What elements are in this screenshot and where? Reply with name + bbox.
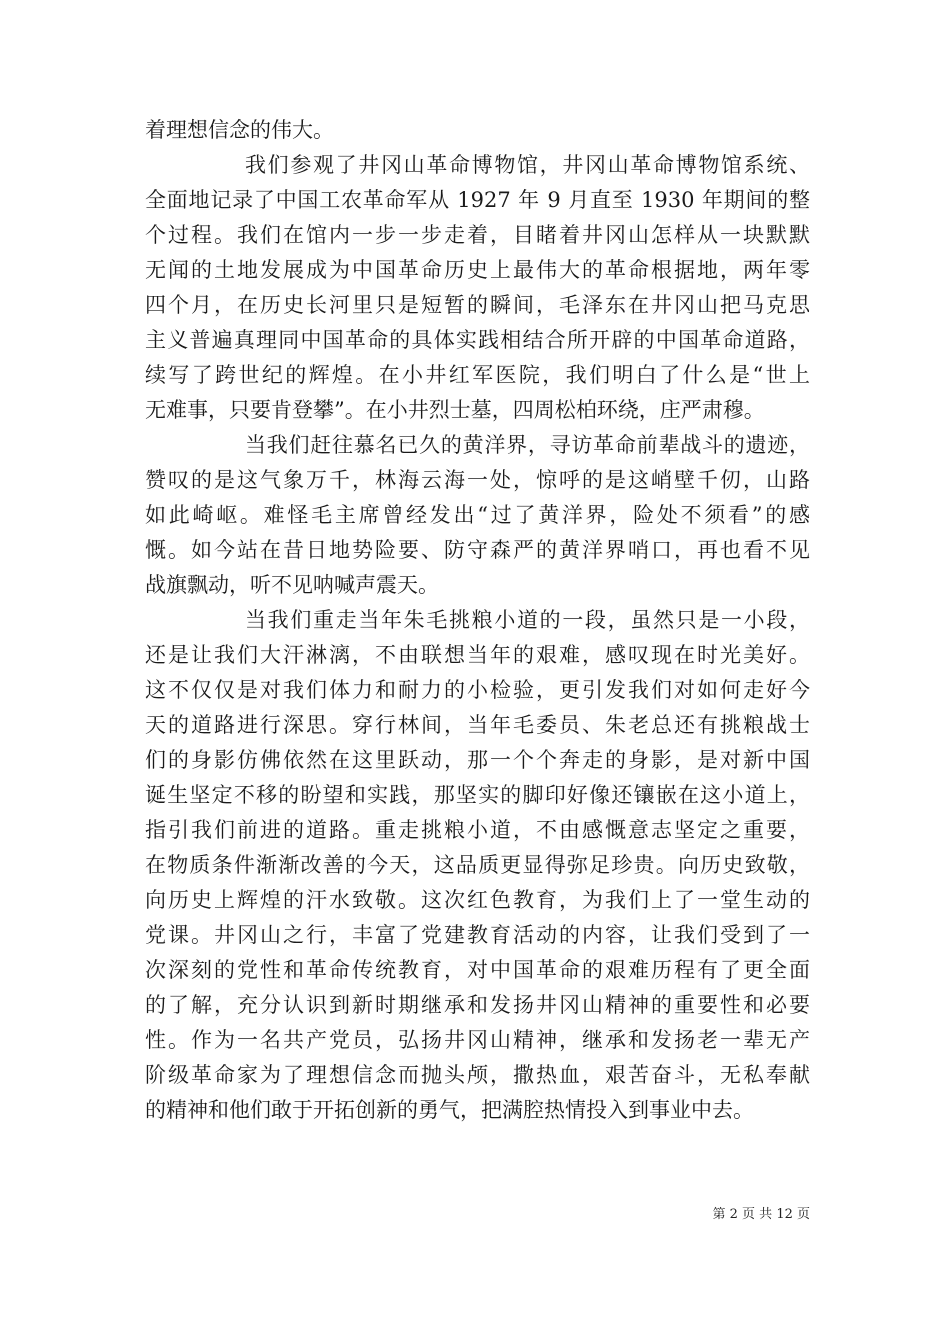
text-line: 无难事，只要肯登攀”。在小井烈士墓，四周松柏环绕，庄严肃穆。 [145, 398, 765, 422]
text-line: 赞叹的是这气象万千，林海云海一处，惊呼的是这峭壁千仞，山路 [145, 468, 810, 492]
text-line: 当我们赶往慕名已久的黄洋界，寻访革命前辈战斗的遗迹， [245, 433, 810, 457]
text-line: 指引我们前进的道路。重走挑粮小道，不由感慨意志坚定之重要， [145, 818, 810, 842]
text-line: 续写了跨世纪的辉煌。在小井红军医院，我们明白了什么是“世上 [145, 363, 810, 387]
text-line: 还是让我们大汗淋漓，不由联想当年的艰难，感叹现在时光美好。 [145, 643, 810, 667]
text-line: 四个月，在历史长河里只是短暂的瞬间，毛泽东在井冈山把马克思 [145, 293, 810, 317]
text-line: 们的身影仿佛依然在这里跃动，那一个个奔走的身影，是对新中国 [145, 748, 810, 772]
text-line: 在物质条件渐渐改善的今天，这品质更显得弥足珍贵。向历史致敬， [145, 853, 810, 877]
document-body [145, 113, 810, 1128]
paragraph [145, 148, 810, 428]
text-line: 性。作为一名共产党员，弘扬井冈山精神，继承和发扬老一辈无产 [145, 1028, 810, 1052]
text-line: 天的道路进行深思。穿行林间，当年毛委员、朱老总还有挑粮战士 [145, 713, 810, 737]
text-line: 阶级革命家为了理想信念而抛头颅，撒热血，艰苦奋斗，无私奉献 [145, 1063, 810, 1087]
text-line: 慨。如今站在昔日地势险要、防守森严的黄洋界哨口，再也看不见 [145, 538, 810, 562]
text-line: 我们参观了井冈山革命博物馆，井冈山革命博物馆系统、 [245, 153, 810, 177]
text-line: 全面地记录了中国工农革命军从 1927 年 9 月直至 1930 年期间的整 [145, 188, 810, 212]
text-line: 的了解，充分认识到新时期继承和发扬井冈山精神的重要性和必要 [145, 993, 810, 1017]
text-line: 如此崎岖。难怪毛主席曾经发出“过了黄洋界，险处不须看”的感 [145, 503, 810, 527]
text-line: 诞生坚定不移的盼望和实践，那坚实的脚印好像还镶嵌在这小道上， [145, 783, 810, 807]
text-line: 个过程。我们在馆内一步一步走着，目睹着井冈山怎样从一块默默 [145, 223, 810, 247]
text-line: 战旗飘动，听不见呐喊声震天。 [145, 573, 439, 597]
paragraph [145, 603, 810, 1128]
text-line: 无闻的土地发展成为中国革命历史上最伟大的革命根据地，两年零 [145, 258, 810, 282]
paragraph [145, 113, 810, 148]
text-line: 主义普遍真理同中国革命的具体实践相结合所开辟的中国革命道路， [145, 328, 810, 352]
text-line: 着理想信念的伟大。 [145, 118, 334, 142]
text-line: 次深刻的党性和革命传统教育，对中国革命的艰难历程有了更全面 [145, 958, 810, 982]
paragraph [145, 428, 810, 603]
text-line: 这不仅仅是对我们体力和耐力的小检验，更引发我们对如何走好今 [145, 678, 810, 702]
text-line: 向历史上辉煌的汗水致敬。这次红色教育，为我们上了一堂生动的 [145, 888, 810, 912]
text-line: 当我们重走当年朱毛挑粮小道的一段，虽然只是一小段， [245, 608, 810, 632]
text-line: 党课。井冈山之行，丰富了党建教育活动的内容，让我们受到了一 [145, 923, 810, 947]
page-number-footer: 第 2 页 共 12 页 [712, 1207, 810, 1222]
text-line: 的精神和他们敢于开拓创新的勇气，把满腔热情投入到事业中去。 [145, 1098, 754, 1122]
